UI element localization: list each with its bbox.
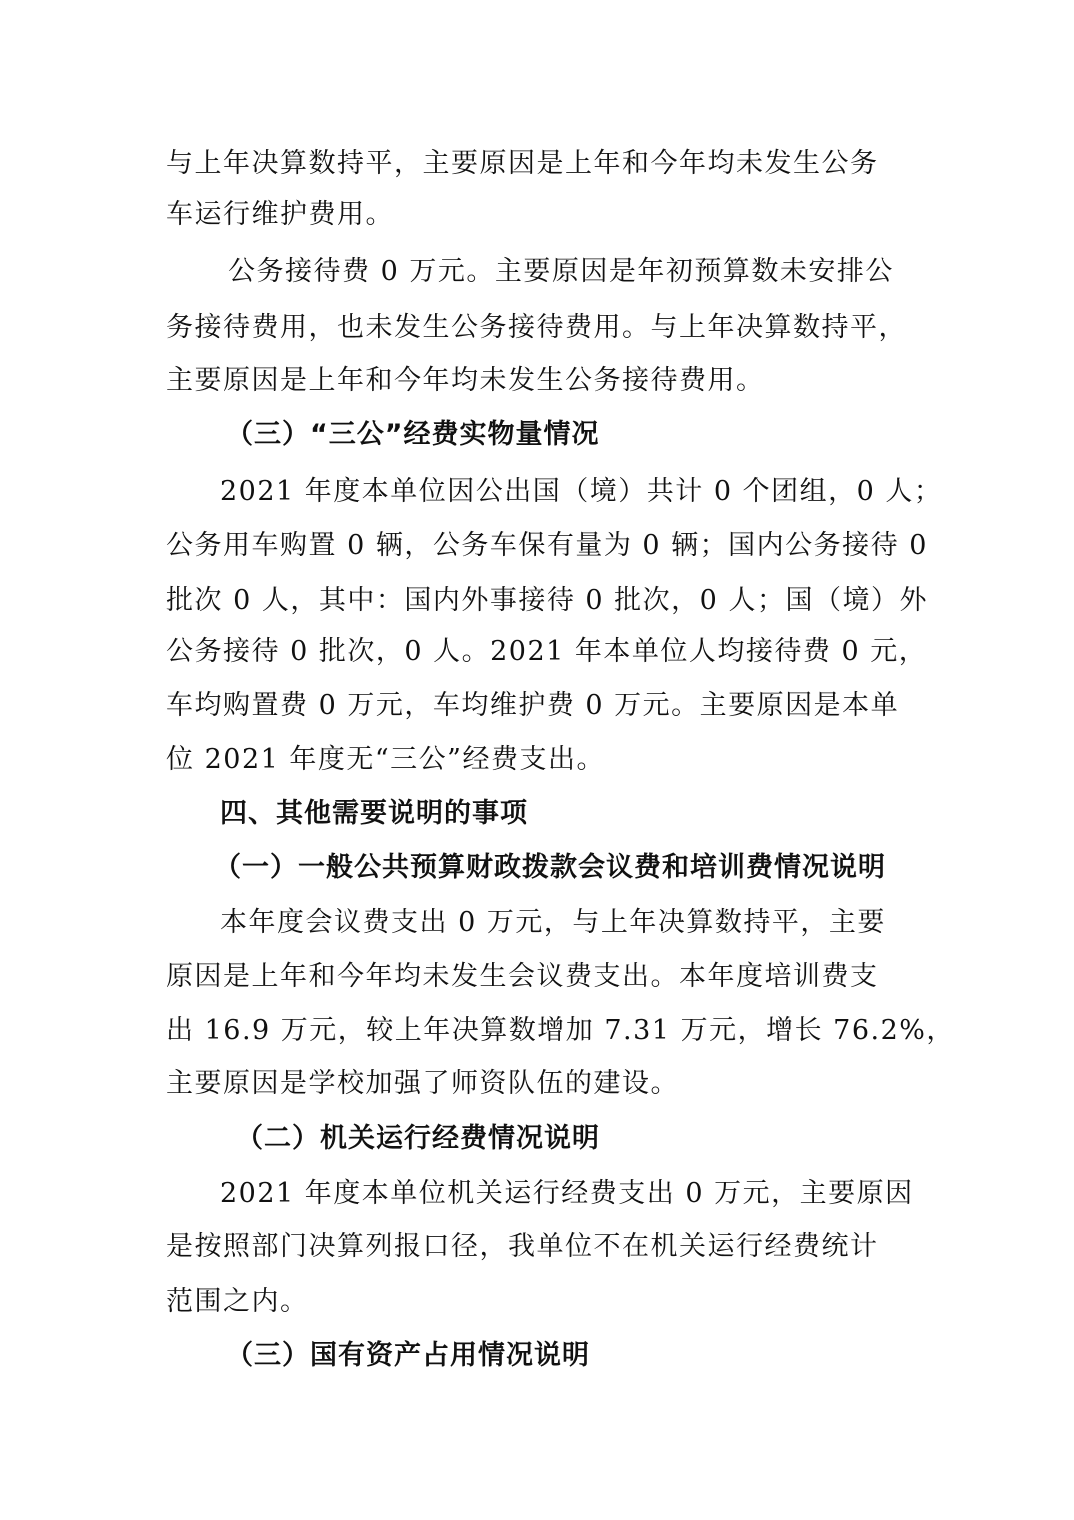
body-text-line: 务接待费用，也未发生公务接待费用。与上年决算数持平， xyxy=(166,312,907,343)
body-text-line: 是按照部门决算列报口径，我单位不在机关运行经费统计 xyxy=(166,1231,879,1262)
body-text-line: 车均购置费 0 万元，车均维护费 0 万元。主要原因是本单 xyxy=(166,690,900,721)
body-text-line: 与上年决算数持平，主要原因是上年和今年均未发生公务 xyxy=(166,148,879,179)
section-heading: （二）机关运行经费情况说明 xyxy=(236,1123,600,1154)
body-text-line: 2021 年度本单位因公出国（境）共计 0 个团组，0 人； xyxy=(220,476,943,507)
body-text-line: 出 16.9 万元，较上年决算数增加 7.31 万元，增长 76.2%， xyxy=(166,1015,955,1046)
body-text-line: 主要原因是上年和今年均未发生公务接待费用。 xyxy=(166,365,765,396)
body-text-line: 位 2021 年度无“三公”经费支出。 xyxy=(166,744,605,775)
section-heading: （三）国有资产占用情况说明 xyxy=(226,1340,590,1371)
section-heading: （三）“三公”经费实物量情况 xyxy=(226,419,600,450)
body-text-line: 原因是上年和今年均未发生会议费支出。本年度培训费支 xyxy=(166,961,879,992)
body-text-line: 本年度会议费支出 0 万元，与上年决算数持平，主要 xyxy=(220,907,886,938)
body-text-line: 公务用车购置 0 辆，公务车保有量为 0 辆；国内公务接待 0 xyxy=(166,530,928,561)
section-heading: （一）一般公共预算财政拨款会议费和培训费情况说明 xyxy=(214,852,886,883)
body-text-line: 主要原因是学校加强了师资队伍的建设。 xyxy=(166,1068,679,1099)
section-heading: 四、其他需要说明的事项 xyxy=(220,798,528,829)
body-text-line: 公务接待费 0 万元。主要原因是年初预算数未安排公 xyxy=(228,256,894,287)
body-text-line: 车运行维护费用。 xyxy=(166,199,394,230)
body-text-line: 范围之内。 xyxy=(166,1286,309,1317)
body-text-line: 批次 0 人，其中：国内外事接待 0 批次，0 人；国（境）外 xyxy=(166,585,928,616)
body-text-line: 2021 年度本单位机关运行经费支出 0 万元，主要原因 xyxy=(220,1178,914,1209)
body-text-line: 公务接待 0 批次，0 人。2021 年本单位人均接待费 0 元， xyxy=(166,636,928,667)
